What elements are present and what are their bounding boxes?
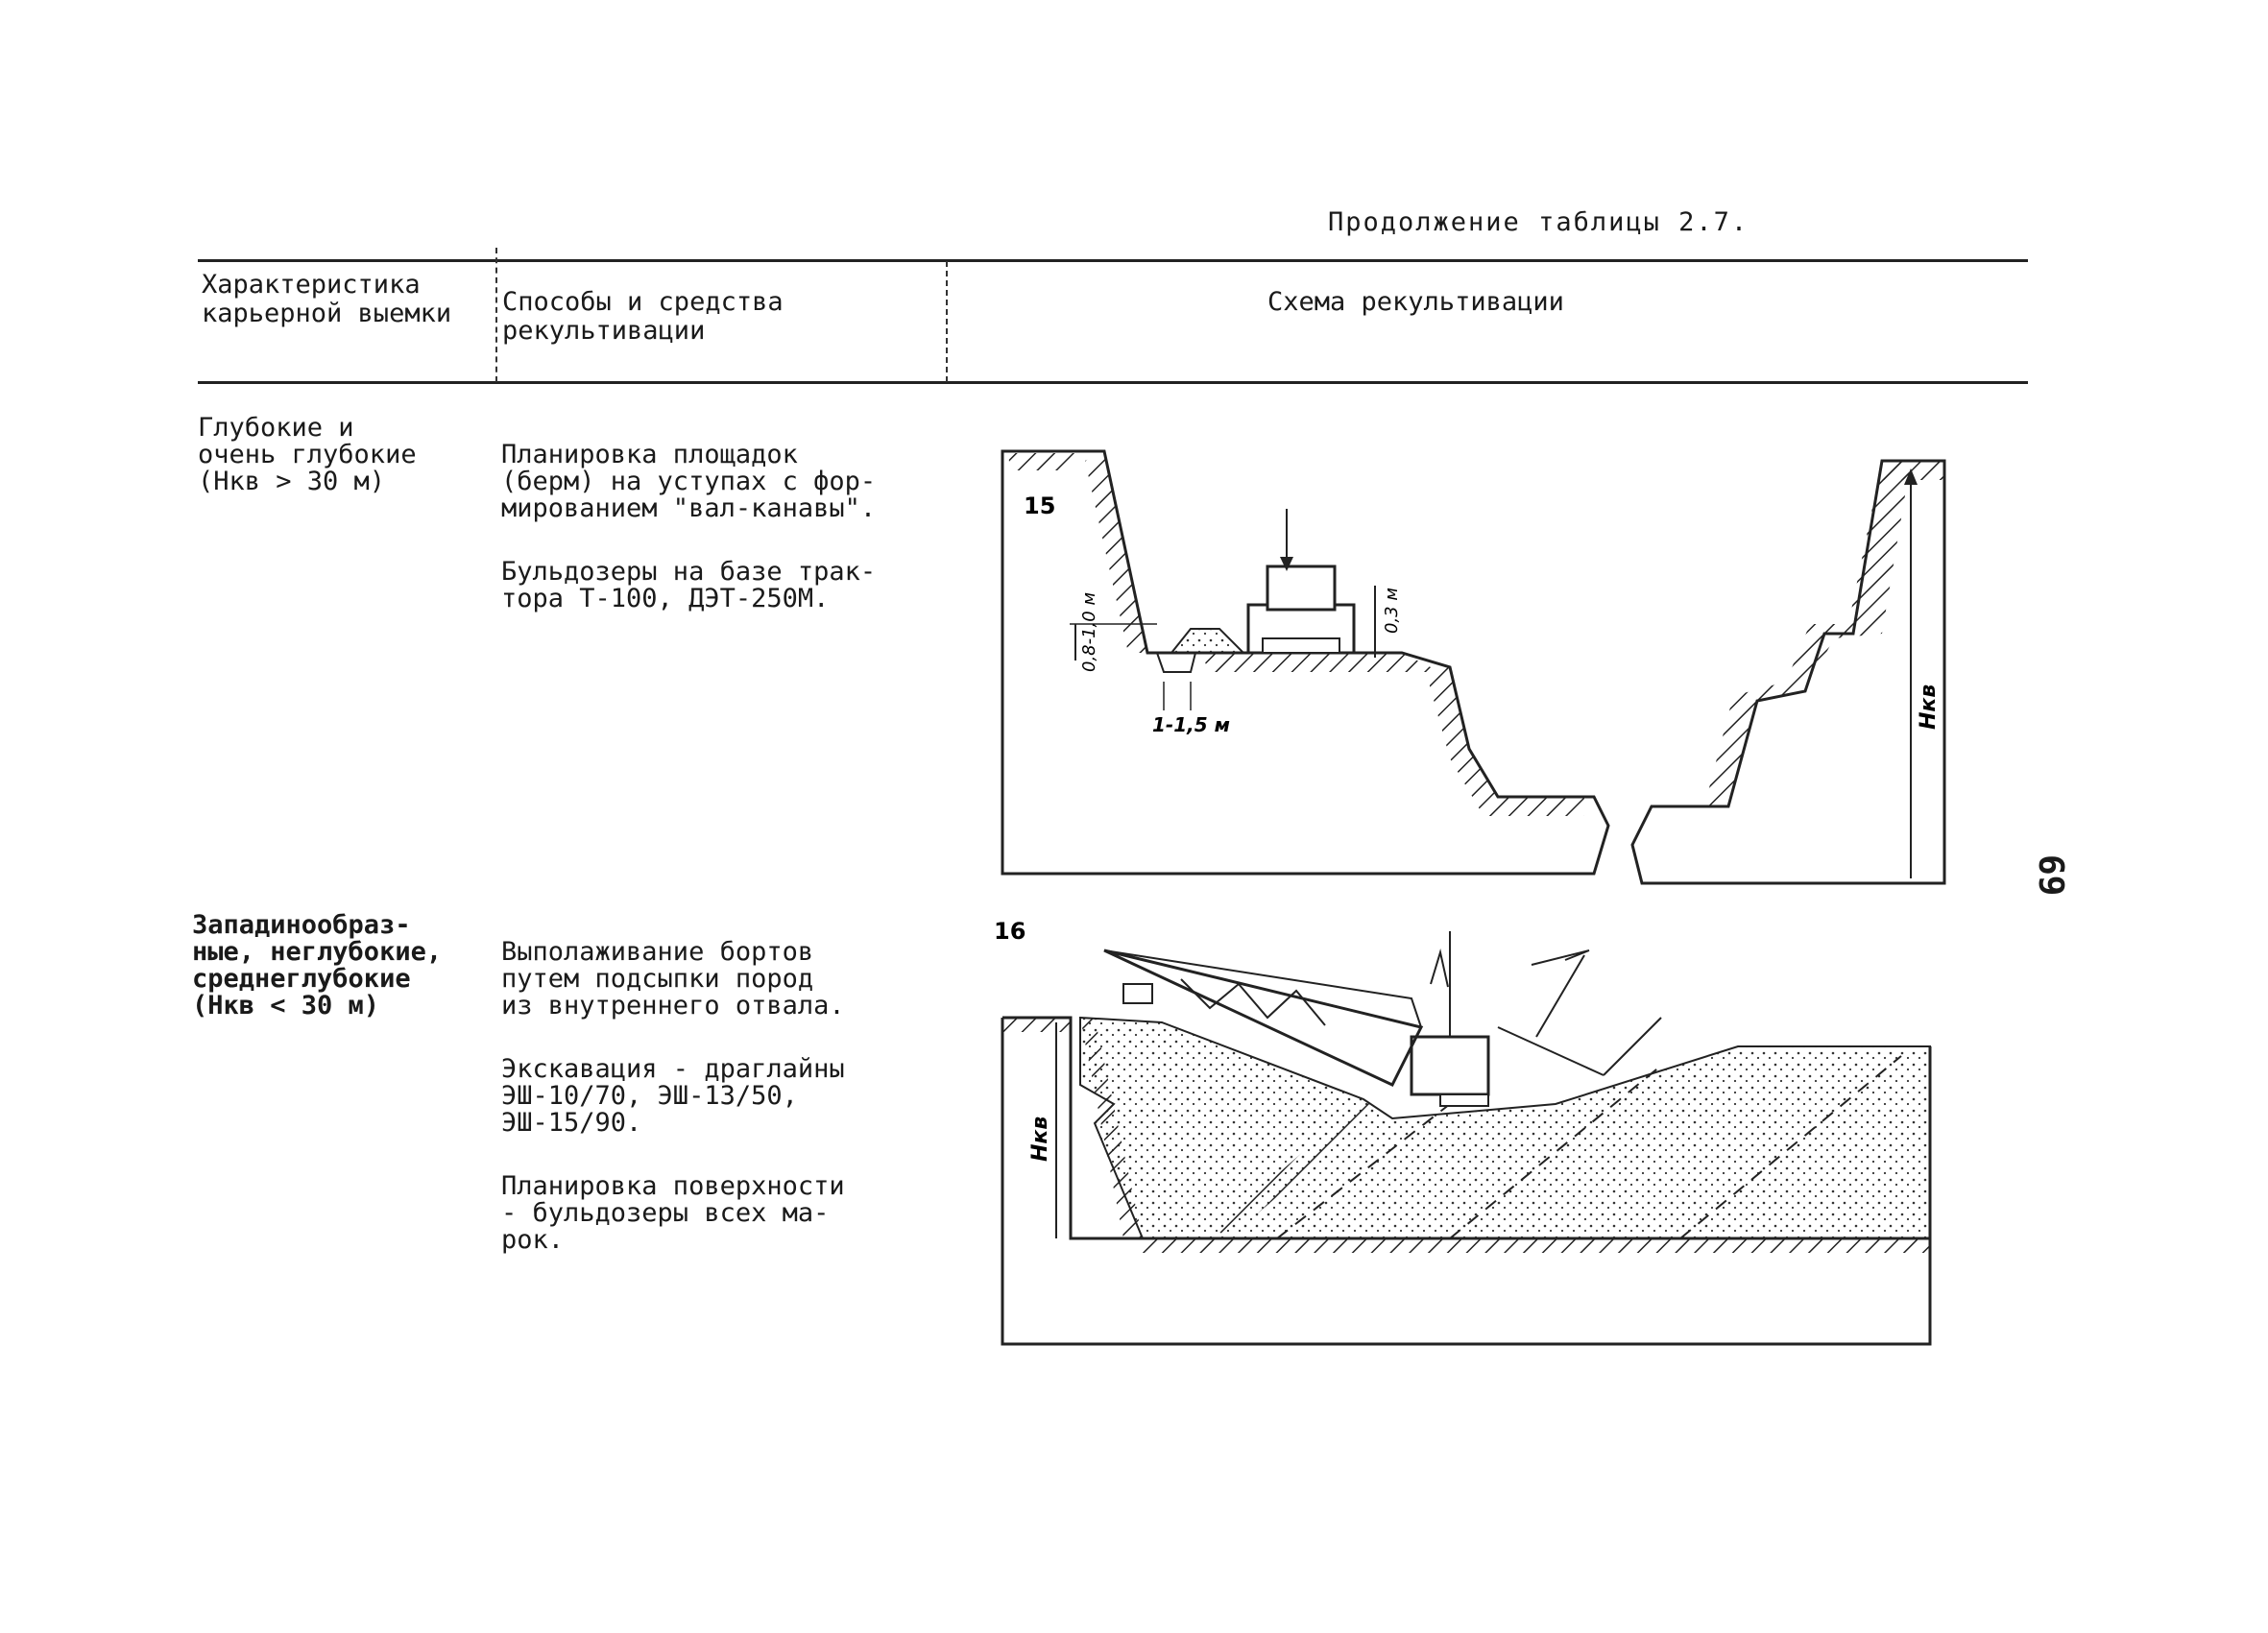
lower-slope-hatch bbox=[1426, 667, 1584, 816]
fill-dump bbox=[1080, 1018, 1930, 1238]
scheme-15 bbox=[989, 442, 1978, 893]
column-divider-1 bbox=[495, 248, 497, 382]
header-scheme bbox=[1267, 288, 1564, 317]
bulldozer-icon bbox=[1248, 509, 1354, 653]
right-slope-hatch bbox=[1704, 461, 1911, 806]
ditch-width-label: 1-1,5 м bbox=[1152, 713, 1230, 736]
row2-methods-excavation: Экскавация - драглайны ЭШ-10/70, ЭШ-13/50, ЭШ-15/90. bbox=[501, 1054, 845, 1138]
header-scheme-text: Схема рекультивации bbox=[1267, 287, 1564, 317]
row1-methods-bulldozers: Бульдозеры на базе трак- тора Т-100, ДЭТ-250М. bbox=[501, 557, 877, 613]
page-number: 69 bbox=[2031, 854, 2070, 897]
ridge bbox=[1171, 629, 1243, 653]
berm-hatch bbox=[1200, 653, 1440, 672]
row1-methods-planning: Планировка площадок (берм) на уступах с фор- мированием "вал-канавы". bbox=[501, 440, 877, 523]
pit-depth-label: Hкв bbox=[1917, 684, 1941, 730]
header-characteristic-text: Характеристика карьерной выемки bbox=[202, 270, 452, 328]
table-caption: Продолжение таблицы 2.7. bbox=[1328, 207, 1749, 237]
header-methods bbox=[502, 288, 939, 346]
bottom-hatch bbox=[1143, 1238, 1930, 1253]
row2-characteristic: Западинообраз- ные, неглубокие, среднеглубокие (Hкв < 30 м) bbox=[192, 910, 443, 1021]
header-methods-text: Способы и средства рекультивации bbox=[502, 287, 784, 346]
row2-methods bbox=[501, 912, 953, 1290]
figure-number: 15 bbox=[1024, 492, 1056, 519]
bulldozer-height-label: 0,3 м bbox=[1382, 588, 1402, 634]
row1-characteristic: Глубокие и очень глубокие (Hкв > 30 м) bbox=[198, 413, 417, 496]
top-surface-hatch bbox=[1002, 1018, 1071, 1032]
row2-methods-surface-planning: Планировка поверхности - бульдозеры всех ма- рок. bbox=[501, 1171, 845, 1255]
header-bottom-rule bbox=[198, 381, 2028, 384]
column-divider-2 bbox=[946, 261, 948, 382]
header-characteristic bbox=[202, 271, 490, 328]
left-wall-hatch bbox=[1008, 453, 1075, 470]
ridge-height-label: 0,8-1,0 м bbox=[1079, 591, 1099, 672]
row1-methods bbox=[501, 415, 953, 649]
header-top-rule bbox=[198, 259, 2028, 262]
row2-methods-flattening: Выполаживание бортов путем подсыпки пород из внутреннего отвала. bbox=[501, 937, 845, 1021]
ditch bbox=[1157, 653, 1195, 672]
figure-number: 16 bbox=[994, 918, 1026, 945]
scheme-16 bbox=[989, 912, 1978, 1363]
depth-label: Hкв bbox=[1028, 1116, 1052, 1162]
